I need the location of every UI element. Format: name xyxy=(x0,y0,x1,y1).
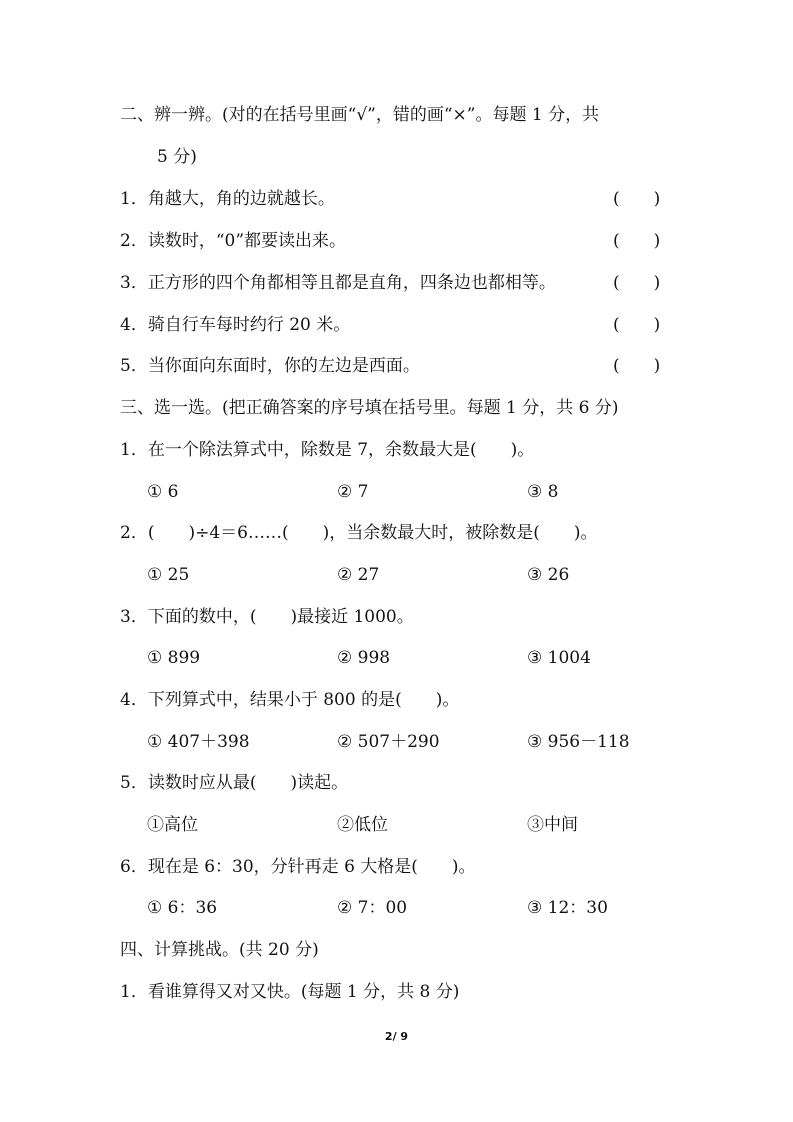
q3-option-3[interactable]: ③ 1004 xyxy=(527,648,591,668)
choice-question-3: 3．下面的数中，( )最接近 1000。 xyxy=(120,607,414,627)
q4-option-1[interactable]: ① 407＋398 xyxy=(147,732,250,752)
judge-item-4: 4．骑自行车每时约行 20 米。 xyxy=(120,315,351,335)
section4-heading: 四、计算挑战。(共 20 分) xyxy=(120,940,319,960)
section2-heading-cont: 5 分) xyxy=(157,147,197,167)
judge-item-5: 5．当你面向东面时，你的左边是西面。 xyxy=(120,356,420,376)
choice-question-1: 1．在一个除法算式中，除数是 7，余数最大是( )。 xyxy=(120,440,535,460)
page-number: 2/ 9 xyxy=(384,1030,409,1043)
q4-option-3[interactable]: ③ 956－118 xyxy=(527,732,630,752)
answer-paren-3[interactable]: ( ) xyxy=(613,273,661,293)
q5-option-3[interactable]: ③中间 xyxy=(527,815,578,835)
answer-paren-2[interactable]: ( ) xyxy=(613,231,661,251)
answer-paren-1[interactable]: ( ) xyxy=(613,189,661,209)
choice-question-2: 2．( )÷4＝6……( )，当余数最大时，被除数是( )。 xyxy=(120,523,598,543)
section3-heading: 三、选一选。(把正确答案的序号填在括号里。每题 1 分，共 6 分) xyxy=(120,398,619,418)
answer-paren-5[interactable]: ( ) xyxy=(613,356,661,376)
judge-item-3: 3．正方形的四个角都相等且都是直角，四条边也都相等。 xyxy=(120,273,556,293)
judge-item-1: 1．角越大，角的边就越长。 xyxy=(120,189,335,209)
choice-question-4: 4．下列算式中，结果小于 800 的是( )。 xyxy=(120,690,460,710)
q2-option-3[interactable]: ③ 26 xyxy=(527,565,570,585)
section2-heading: 二、辨一辨。(对的在括号里画“√”，错的画“×”。每题 1 分，共 xyxy=(120,105,600,125)
q6-option-3[interactable]: ③ 12：30 xyxy=(527,898,608,918)
q2-option-2[interactable]: ② 27 xyxy=(337,565,380,585)
answer-paren-4[interactable]: ( ) xyxy=(613,315,661,335)
q5-option-1[interactable]: ①高位 xyxy=(147,815,198,835)
q6-option-1[interactable]: ① 6：36 xyxy=(147,898,218,918)
judge-item-2: 2．读数时，“0”都要读出来。 xyxy=(120,231,347,251)
q1-option-1[interactable]: ① 6 xyxy=(147,482,179,502)
q2-option-1[interactable]: ① 25 xyxy=(147,565,190,585)
q6-option-2[interactable]: ② 7：00 xyxy=(337,898,408,918)
section4-sub1: 1．看谁算得又对又快。(每题 1 分，共 8 分) xyxy=(120,982,460,1002)
q5-option-2[interactable]: ②低位 xyxy=(337,815,388,835)
choice-question-6: 6．现在是 6：30，分针再走 6 大格是( )。 xyxy=(120,857,476,877)
q4-option-2[interactable]: ② 507＋290 xyxy=(337,732,440,752)
choice-question-5: 5．读数时应从最( )读起。 xyxy=(120,773,349,793)
q3-option-1[interactable]: ① 899 xyxy=(147,648,201,668)
q1-option-2[interactable]: ② 7 xyxy=(337,482,369,502)
q3-option-2[interactable]: ② 998 xyxy=(337,648,391,668)
q1-option-3[interactable]: ③ 8 xyxy=(527,482,559,502)
